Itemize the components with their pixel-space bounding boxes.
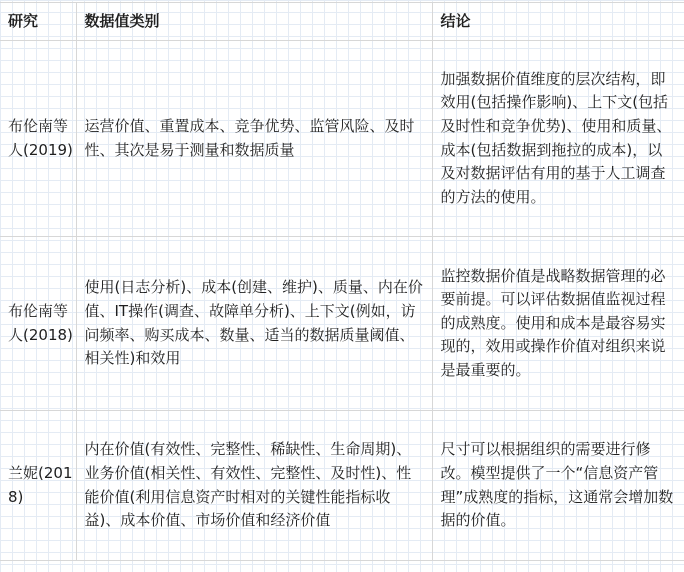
table-row xyxy=(0,411,684,561)
header-study: 研究 xyxy=(0,3,76,41)
table-row xyxy=(0,41,684,237)
conclusion-cell: 加强数据价值维度的层次结构，即效用(包括操作影响)、上下文(包括及时性和竞争优势)、使用和质量、成本(包括数据到拖拉的成本)，以及对数据评估有用的基于人工调查的方法的使用。 xyxy=(432,41,684,237)
study-cell: 兰妮(2018) xyxy=(0,411,76,561)
study-cell: 布伦南等人(2018) xyxy=(0,237,76,411)
table-row xyxy=(0,237,684,411)
categories-cell: 运营价值、重置成本、竞争优势、监管风险、及时性、其次是易于测量和数据质量 xyxy=(76,41,432,237)
header-row xyxy=(0,3,684,41)
study-cell: 布伦南等人(2019) xyxy=(0,41,76,237)
header-categories: 数据值类别 xyxy=(76,3,432,41)
header-conclusion: 结论 xyxy=(432,3,684,41)
categories-cell: 内在价值(有效性、完整性、稀缺性、生命周期)、业务价值(相关性、有效性、完整性、及时性)、性能价值(利用信息资产时相对的关键性能指标收益)、成本价值、市场价值和经济价值 xyxy=(76,411,432,561)
categories-cell: 使用(日志分析)、成本(创建、维护)、质量、内在价值、IT操作(调查、故障单分析)、上下文(例如，访问频率、购买成本、数量、适当的数据质量阈值、相关性)和效用 xyxy=(76,237,432,411)
conclusion-cell: 监控数据价值是战略数据管理的必要前提。可以评估数据值监视过程的成熟度。使用和成本是最容易实现的，效用或操作价值对组织来说是最重要的。 xyxy=(432,237,684,411)
research-table xyxy=(0,2,684,561)
conclusion-cell: 尺寸可以根据组织的需要进行修改。模型提供了一个“信息资产管理”成熟度的指标，这通常会增加数据的价值。 xyxy=(432,411,684,561)
